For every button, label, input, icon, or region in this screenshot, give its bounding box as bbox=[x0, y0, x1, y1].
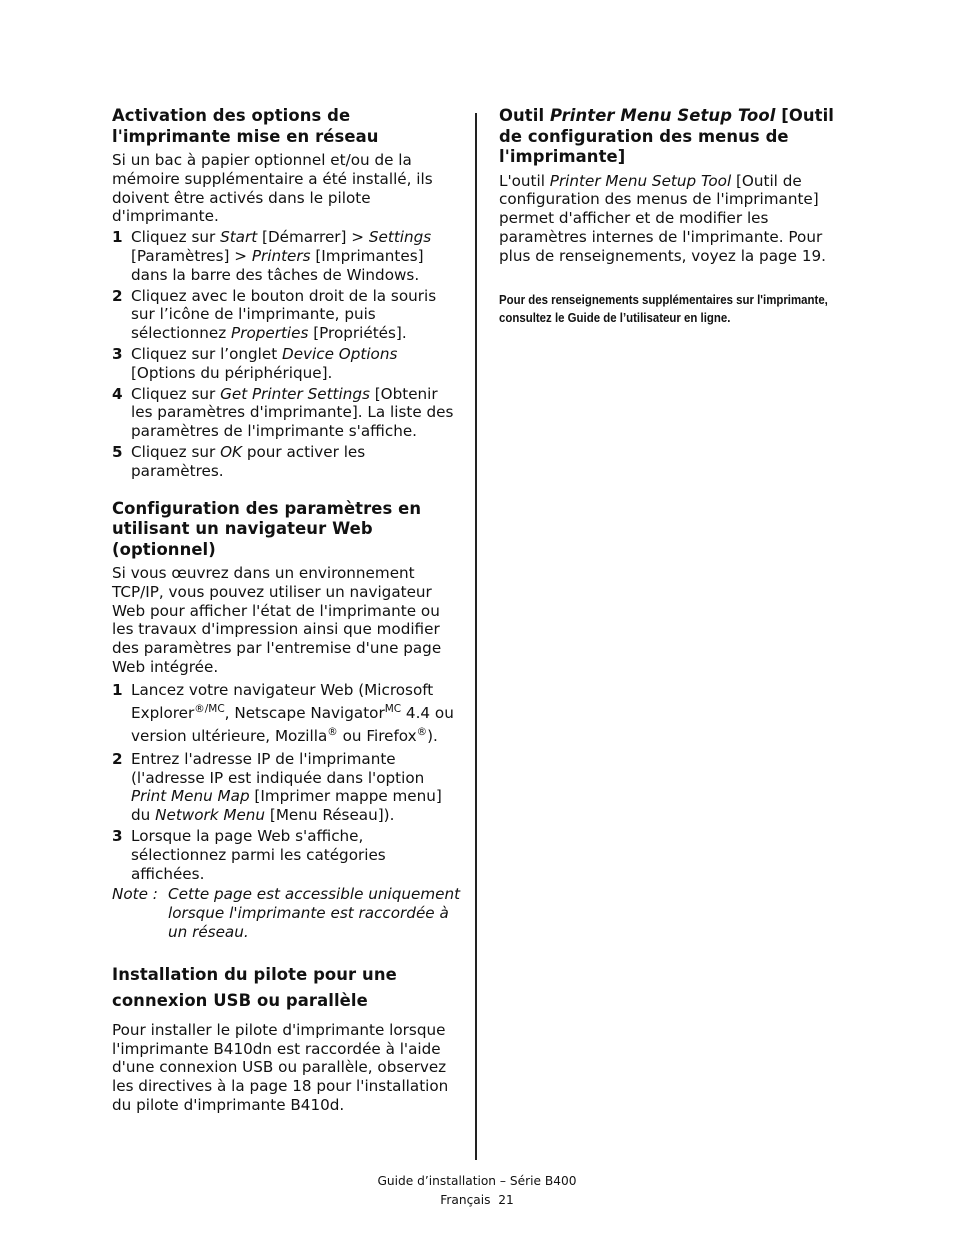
step-text: Entrez l'adresse IP de l'imprimante (l'adresse IP est indiquée dans l'option Print Menu Map [Imprimer mappe menu] du Network Menu [Menu Réseau]). bbox=[131, 749, 442, 825]
section-title-usb-install: Installation du pilote pour une connexion USB ou parallèle bbox=[112, 964, 397, 1010]
step-text: Cliquez sur OK pour activer les paramètres. bbox=[131, 442, 366, 480]
step-number: 3 bbox=[112, 344, 123, 363]
step-item bbox=[112, 443, 462, 481]
online-guide-note: Pour des renseignements supplémentaires sur l'imprimante, consultez le Guide de l’utilisateur en ligne. bbox=[499, 292, 828, 326]
step-item bbox=[112, 287, 462, 343]
step-text: Lorsque la page Web s'affiche, sélectionnez parmi les catégories affichées. bbox=[131, 827, 386, 883]
step-text: Cliquez sur Get Printer Settings [Obtenir les paramètres d'imprimante]. La liste des paramètres de l'imprimante s'affiche. bbox=[131, 384, 454, 441]
page-footer bbox=[0, 1172, 954, 1210]
step-item bbox=[112, 679, 462, 748]
step-item bbox=[112, 345, 462, 383]
step-number: 5 bbox=[112, 442, 123, 461]
step-number: 2 bbox=[112, 749, 123, 768]
step-number: 1 bbox=[112, 680, 123, 699]
section-title-network-options: Activation des options de l'imprimante mise en réseau bbox=[112, 106, 379, 146]
steps-list bbox=[112, 228, 462, 480]
step-item bbox=[112, 385, 462, 441]
step-item bbox=[112, 827, 462, 883]
step-item bbox=[112, 228, 462, 284]
note-text: Cette page est accessible uniquement lorsque l'imprimante est raccordée à un réseau. bbox=[168, 885, 461, 941]
section-title-web-config: Configuration des paramètres en utilisant un navigateur Web (optionnel) bbox=[112, 498, 422, 559]
paragraph: Si un bac à papier optionnel et/ou de la mémoire supplémentaire a été installé, ils doivent être activés dans le pilote d'imprimante. bbox=[112, 151, 433, 226]
step-text: Lancez votre navigateur Web (Microsoft Explorer$^{®/MC}$, Netscape Navigator$^{MC}$ 4.4 ou version ultérieure, Mozilla® ou Firefox®). bbox=[131, 680, 454, 745]
step-item bbox=[112, 750, 462, 825]
section-title-menu-setup-tool: Outil Printer Menu Setup Tool [Outil de configuration des menus de l'imprimante] bbox=[499, 106, 835, 166]
left-column bbox=[112, 106, 462, 1115]
footer-guide-title: Guide d’installation – Série B400 bbox=[377, 1174, 577, 1188]
step-text: Cliquez sur l’onglet Device Options [Options du périphérique]. bbox=[131, 344, 398, 382]
step-text: Cliquez sur Start [Démarrer] > Settings [Paramètres] > Printers [Imprimantes] dans la barre des tâches de Windows. bbox=[131, 228, 432, 284]
paragraph: L'outil Printer Menu Setup Tool [Outil de configuration des menus de l'imprimante] permet d'afficher et de modifier les paramètres internes de l'imprimante. Pour plus de renseignements, voyez la page 19. bbox=[499, 171, 826, 265]
note bbox=[112, 885, 462, 941]
footer-page-number: Français 21 bbox=[440, 1193, 514, 1207]
steps-list bbox=[112, 679, 462, 884]
step-number: 3 bbox=[112, 827, 123, 846]
step-number: 2 bbox=[112, 286, 123, 305]
right-column bbox=[499, 106, 849, 327]
paragraph: Si vous œuvrez dans un environnement TCP/IP, vous pouvez utiliser un navigateur Web pour afficher l'état de l'imprimante ou les travaux d'impression ainsi que modifier des paramètres par l'entremise d'une page Web intégrée. bbox=[112, 564, 442, 677]
step-number: 4 bbox=[112, 384, 123, 403]
column-divider bbox=[475, 113, 477, 1160]
paragraph: Pour installer le pilote d'imprimante lorsque l'imprimante B410dn est raccordée à l'aide d'une connexion USB ou parallèle, observez les directives à la page 18 pour l'installation du pilote d'imprimante B410d. bbox=[112, 1020, 449, 1114]
note-label: Note : bbox=[112, 885, 158, 904]
step-number: 1 bbox=[112, 228, 123, 247]
step-text: Cliquez avec le bouton droit de la souris sur l’icône de l'imprimante, puis sélectionnez Properties [Propriétés]. bbox=[131, 286, 437, 343]
